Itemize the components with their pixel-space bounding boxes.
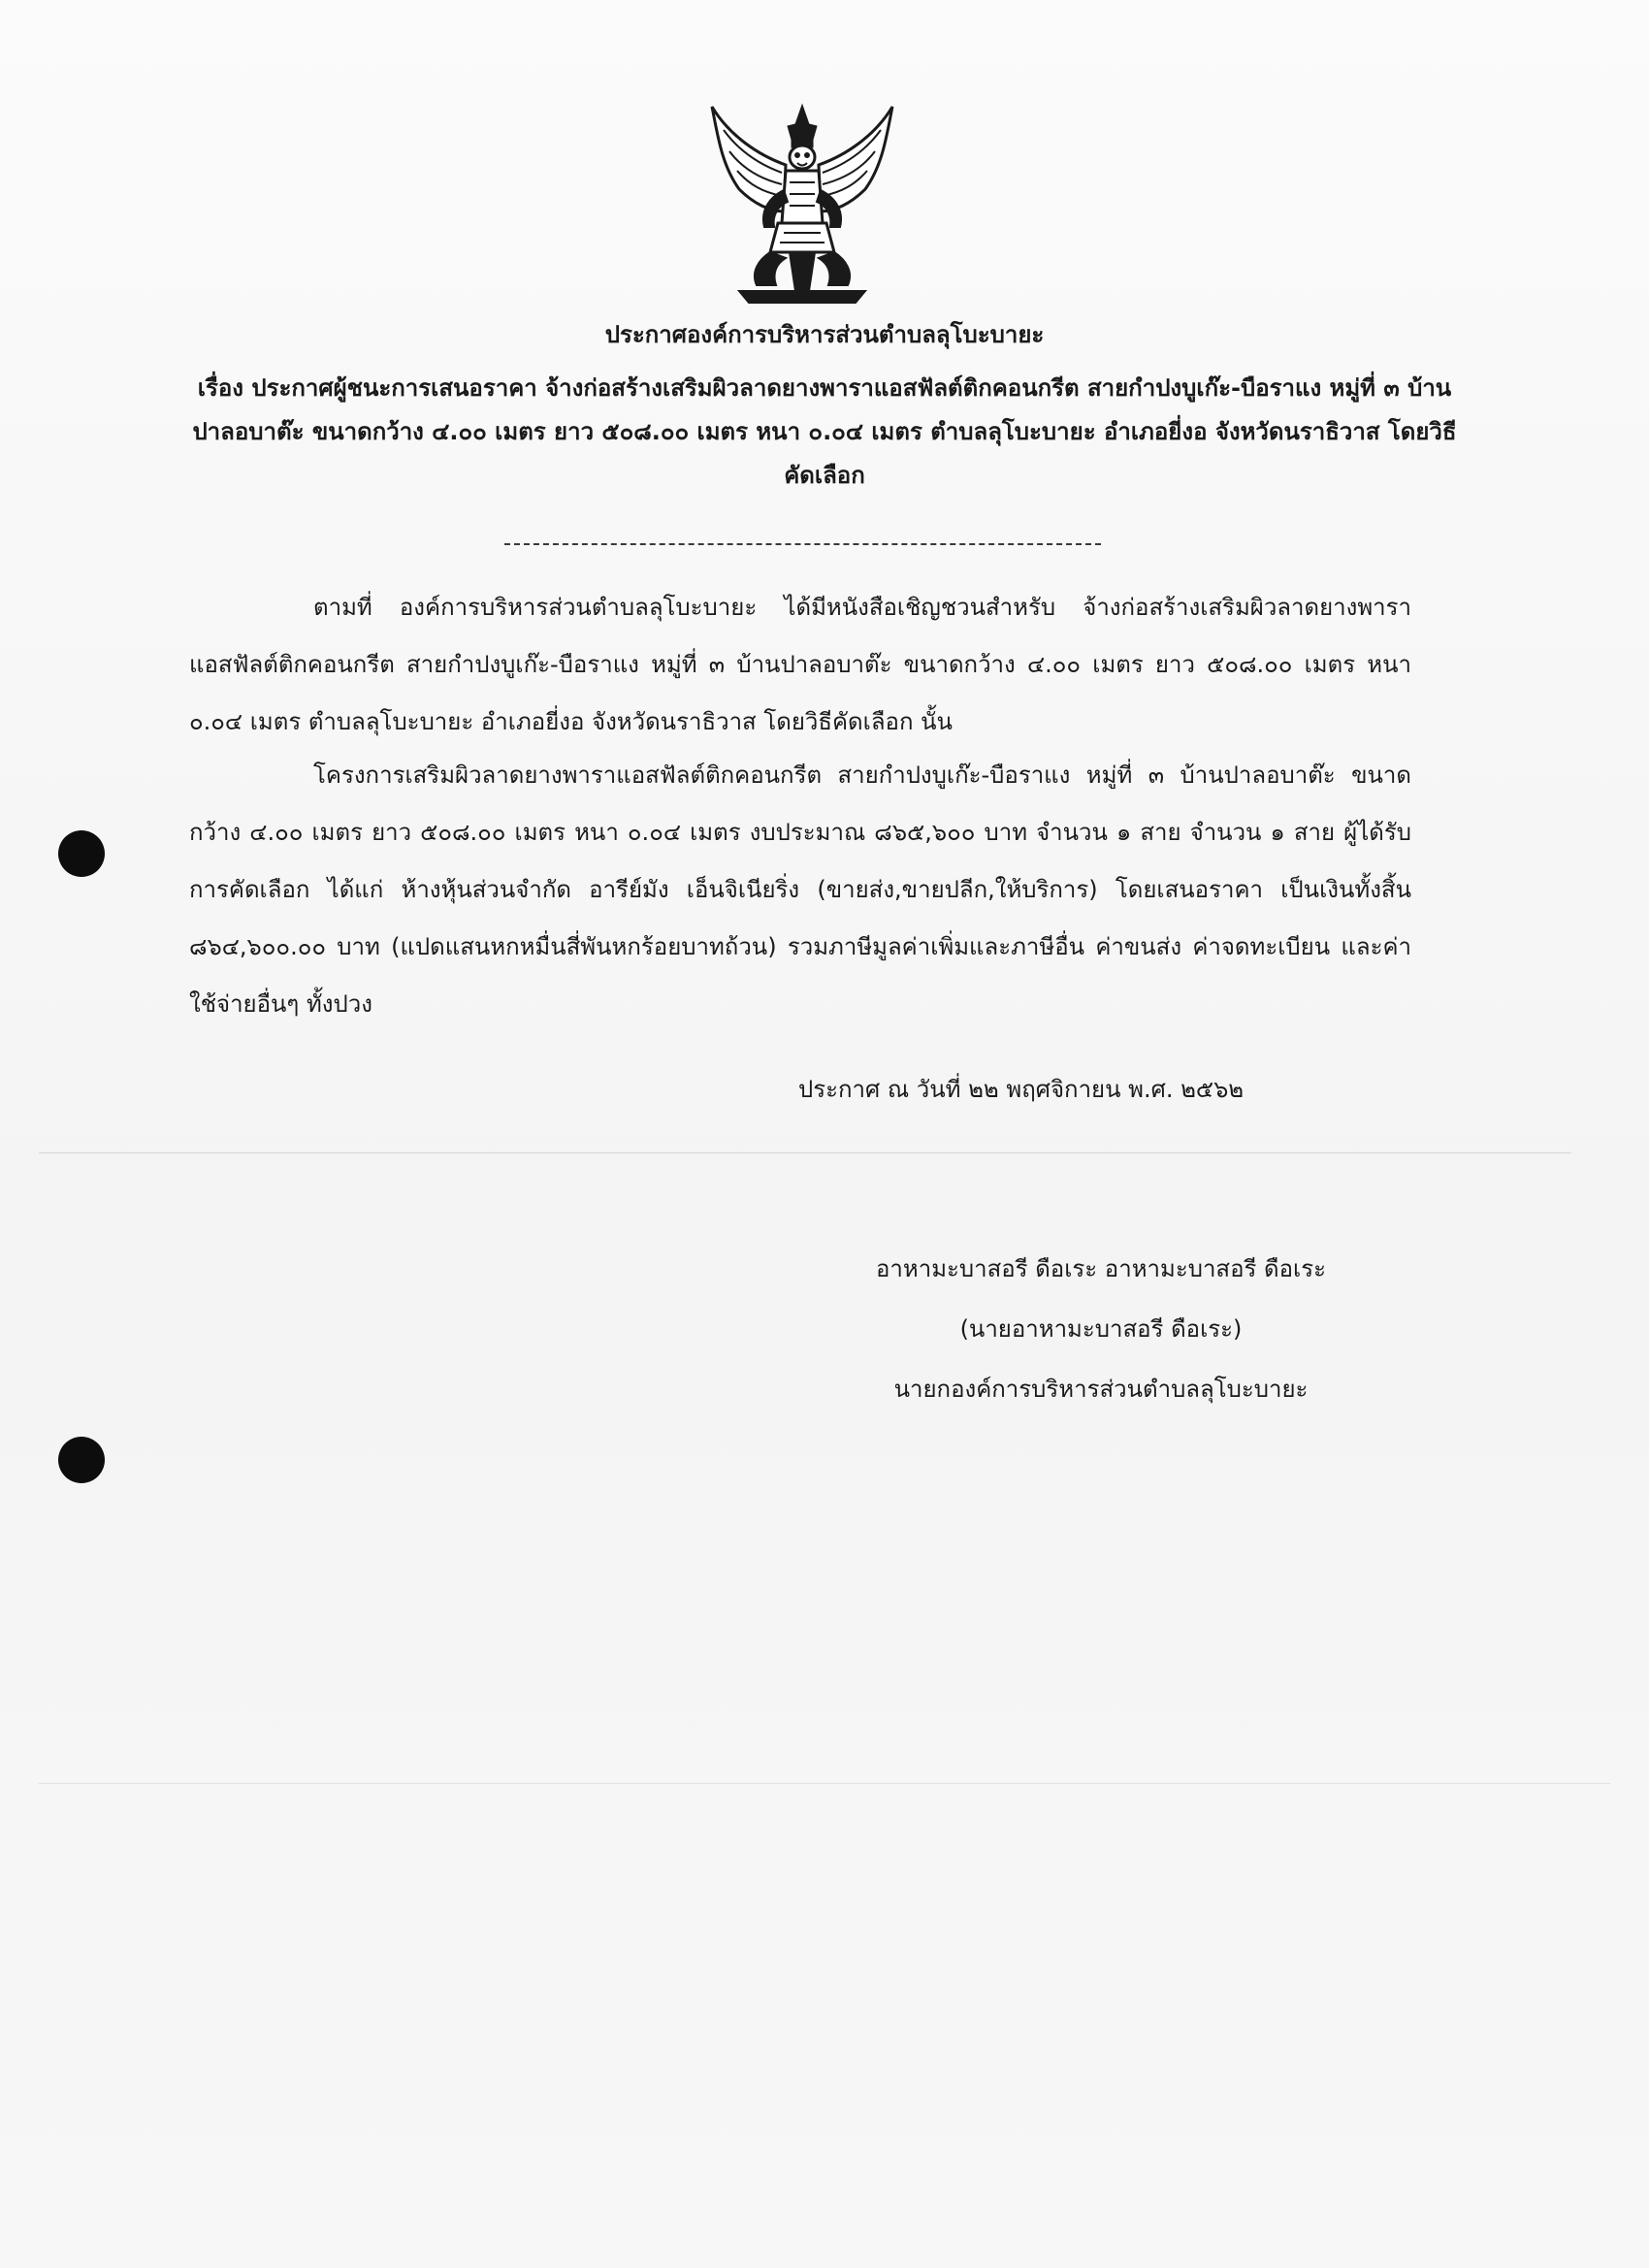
scan-line: [39, 1152, 1571, 1153]
garuda-emblem: [700, 97, 904, 310]
signature-line: อาหามะบาสอรี ดือเระ อาหามะบาสอรี ดือเระ: [876, 1255, 1326, 1282]
scan-line: [39, 1783, 1610, 1784]
paragraph-1: [189, 579, 1411, 751]
punch-hole: [58, 1437, 105, 1483]
paragraph-1-text: ตามที่ องค์การบริหารส่วนตำบลลุโบะบายะ ได้มีหนังสือเชิญชวนสำหรับ จ้างก่อสร้างเสริมผิวลาดยางพาราแอสฟัลต์ติกคอนกรีต สายกำปงบูเก๊ะ-บือราแง หมู่ที่ ๓ บ้านปาลอบาต๊ะ ขนาดกว้าง ๔.๐๐ เมตร ยาว ๕๐๘.๐๐ เมตร หนา ๐.๐๔ เมตร ตำบลลุโบะบายะ อำเภอยี่งอ จังหวัดนราธิวาส โดยวิธีคัดเลือก นั้น: [189, 594, 1411, 735]
document-title: ประกาศองค์การบริหารส่วนตำบลลุโบะบายะ: [604, 321, 1045, 348]
signer-position: นายกองค์การบริหารส่วนตำบลลุโบะบายะ: [893, 1376, 1309, 1403]
document-subject: [184, 367, 1465, 498]
paragraph-2: [189, 747, 1411, 1033]
subject-text: ประกาศผู้ชนะการเสนอราคา จ้างก่อสร้างเสริมผิวลาดยางพาราแอสฟัลต์ติกคอนกรีต สายกำปงบูเก๊ะ-บือราแง หมู่ที่ ๓ บ้านปาลอบาต๊ะ ขนาดกว้าง ๔.๐๐ เมตร ยาว ๕๐๘.๐๐ เมตร หนา ๐.๐๔ เมตร ตำบลลุโบะบายะ อำเภอยี่งอ จังหวัดนราธิวาส โดยวิธีคัดเลือก: [192, 374, 1457, 489]
paragraph-2-text: โครงการเสริมผิวลาดยางพาราแอสฟัลต์ติกคอนกรีต สายกำปงบูเก๊ะ-บือราแง หมู่ที่ ๓ บ้านปาลอบาต๊ะ ขนาดกว้าง ๔.๐๐ เมตร ยาว ๕๐๘.๐๐ เมตร หนา ๐.๐๔ เมตร งบประมาณ ๘๖๕,๖๐๐ บาท จำนวน ๑ สาย จำนวน ๑ สาย ผู้ได้รับการคัดเลือก ได้แก่ ห้างหุ้นส่วนจำกัด อารีย์มัง เอ็นจิเนียริ่ง (ขายส่ง,ขายปลีก,ให้บริการ) โดยเสนอราคา เป็นเงินทั้งสิ้น ๘๖๔,๖๐๐.๐๐ บาท (แปดแสนหกหมื่นสี่พันหกร้อยบาทถ้วน) รวมภาษีมูลค่าเพิ่มและภาษีอื่น ค่าขนส่ง ค่าจดทะเบียน และค่าใช้จ่ายอื่นๆ ทั้งปวง: [189, 761, 1411, 1018]
subject-label: เรื่อง: [197, 374, 243, 402]
signer-name: (นายอาหามะบาสอรี ดือเระ): [959, 1315, 1243, 1343]
announce-date: ประกาศ ณ วันที่ ๒๒ พฤศจิกายน พ.ศ. ๒๕๖๒: [798, 1076, 1245, 1103]
punch-hole: [58, 830, 105, 877]
divider-rule: [504, 543, 1101, 545]
